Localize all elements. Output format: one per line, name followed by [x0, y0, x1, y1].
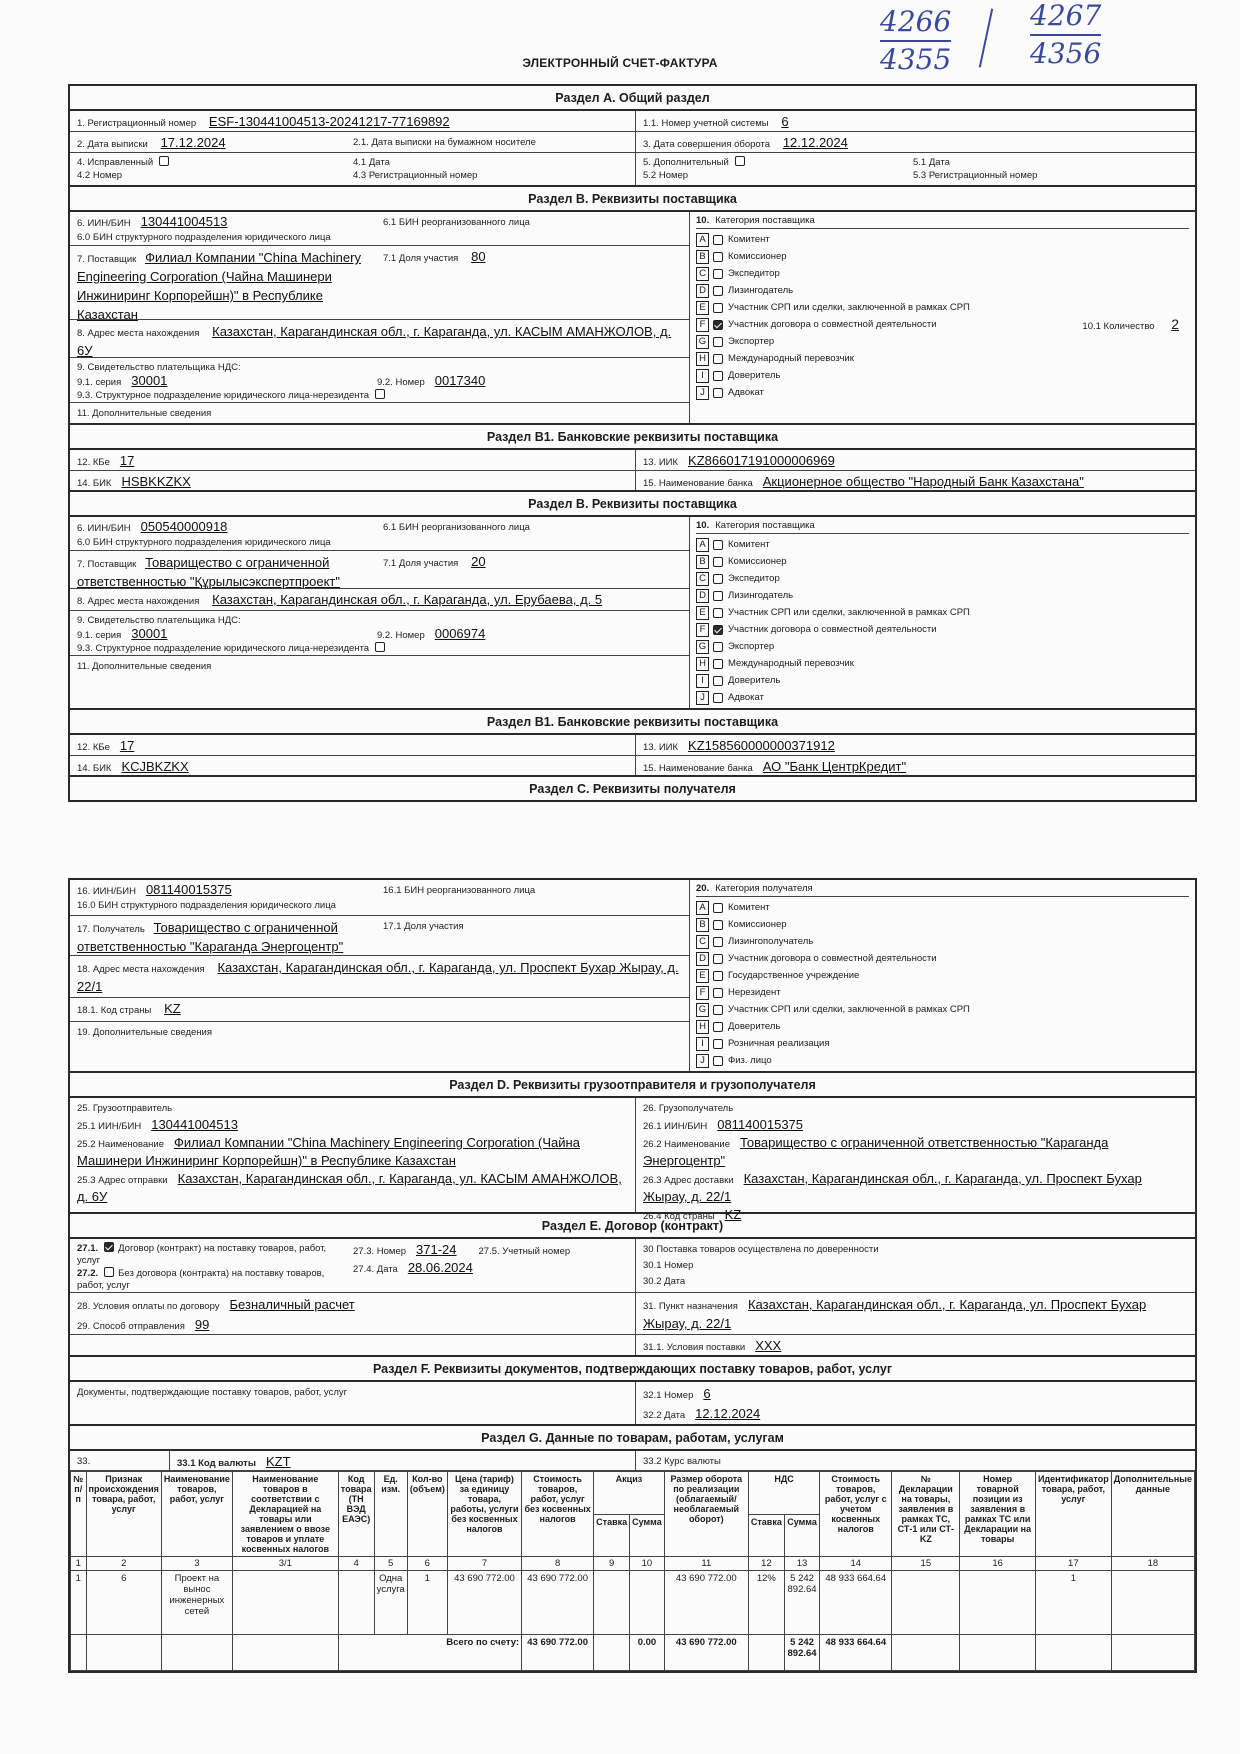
without-contract-checkbox[interactable] — [104, 1267, 114, 1277]
category-letter: I — [696, 1037, 709, 1051]
supplier-1-category-c — [696, 265, 1189, 282]
category-checkbox[interactable] — [713, 625, 723, 635]
supplier-2-vat-series: 30001 — [131, 626, 168, 641]
section-f-heading: Раздел F. Реквизиты документов, подтверждающих поставку товаров, работ, услуг — [70, 1357, 1195, 1382]
category-label: Розничная реализация — [728, 1038, 830, 1049]
section-a-row-2: 2. Дата выписки 17.12.2024 2.1. Дата выписки на бумажном носителе 3. Дата совершения оборота 12.12.2024 — [70, 132, 1195, 153]
category-label: Экспедитор — [728, 573, 780, 584]
category-letter: C — [696, 267, 709, 281]
category-letter: E — [696, 969, 709, 983]
confirm-doc-number: 6 — [703, 1386, 711, 1401]
consignee-name: Товарищество с ограниченной ответственностью "Караганда Энергоцентр" — [643, 1135, 1109, 1168]
consignee-block: 26. Грузополучатель 26.1 ИИН/БИН 081140015375 26.2 Наименование Товарищество с ограниченной ответственностью "Караганда Энергоцентр" 26.3 Адрес доставки Казахстан, Карагандинская обл., г. Караганда, ул. Проспект Бухар Жырау, д. 22/1 26.4 Код страны KZ — [643, 1103, 1142, 1222]
category-letter: I — [696, 369, 709, 383]
category-checkbox[interactable] — [713, 1005, 723, 1015]
supplier-1-iik: KZ866017191000006969 — [688, 453, 835, 468]
consignee-address: Казахстан, Карагандинская обл., г. Караганда, ул. Проспект Бухар Жырау, д. 22/1 — [643, 1171, 1142, 1204]
recipient-iin: 081140015375 — [145, 882, 232, 897]
turnover-date: 12.12.2024 — [782, 135, 848, 150]
category-letter: C — [696, 935, 709, 949]
category-checkbox[interactable] — [713, 1022, 723, 1032]
supplier-1-category-d — [696, 282, 1189, 299]
section-b1-heading-2: Раздел В1. Банковские реквизиты поставщика — [70, 710, 1195, 735]
recipient-category-i — [696, 1035, 1189, 1052]
category-checkbox[interactable] — [713, 286, 723, 296]
category-label: Доверитель — [728, 1021, 781, 1032]
goods-column-numbers: 1 2 3 3/1 4 5 6 7 8 9 10 11 12 13 14 15 16 17 18 — [71, 1557, 1195, 1571]
category-checkbox[interactable] — [713, 988, 723, 998]
category-label: Экспортер — [728, 641, 775, 652]
goods-table-header: № п/п Признак происхождения товара, работ, услуг Наименование товаров, работ, услуг Наименование товаров в соответствии с Декларацией на товары или заявлением о ввозе товаров и уплате косвенных налогов Код товара (ТН ВЭД ЕАЭС) Ед. изм. Кол-во (объем) Цена (тариф) за единицу товара, работы, услуги без косвенных налогов Стоимость товаров, работ, услуг без косвенных налогов Акциз Размер оборота по реализации (облагаемый/необлагаемый оборот) НДС Стоимость товаров, работ, услуг с учетом косвенных налогов № Декларации на товары, заявления в рамках ТС, СТ-1 или СТ-KZ Номер товарной позиции из заявления в рамках ТС или Декларации на товары Идентификатор товара, работ, услуг Дополнительные данные — [71, 1472, 1195, 1515]
section-b-heading-2: Раздел В. Реквизиты поставщика — [70, 492, 1195, 517]
category-label: Адвокат — [728, 692, 764, 703]
supplier-1-bik: HSBKKZKX — [121, 474, 191, 489]
category-checkbox[interactable] — [713, 903, 723, 913]
goods-totals-row: Всего по счету: 43 690 772.00 0.00 43 690 772.00 5 242 892.64 48 933 664.64 — [71, 1635, 1195, 1671]
category-checkbox[interactable] — [713, 354, 723, 364]
shipper-block: 25. Грузоотправитель 25.1 ИИН/БИН 130441004513 25.2 Наименование Филиал Компании "China Machinery Engineering Corporation (Чайна Машинери Инжиниринг Корпорейшн)" в Республике Казахстан 25.3 Адрес отправки Казахстан, Карагандинская обл., г. Караганда, ул. КАСЫМ АМАНЖОЛОВ, д. 6У — [70, 1098, 636, 1212]
category-label: Международный перевозчик — [728, 353, 854, 364]
section-a-row-1: 1. Регистрационный номер ESF-130441004513-20241217-77169892 1.1. Номер учетной системы 6 — [70, 111, 1195, 132]
category-label: Участник договора о совместной деятельности — [728, 624, 937, 635]
category-checkbox[interactable] — [713, 676, 723, 686]
supplier-2-kbe: 17 — [119, 738, 135, 753]
recipient-category-b — [696, 916, 1189, 933]
category-label: Комиссионер — [728, 556, 787, 567]
total-turnover: 43 690 772.00 — [664, 1635, 748, 1671]
category-letter: B — [696, 918, 709, 932]
category-letter: D — [696, 589, 709, 603]
category-letter: G — [696, 640, 709, 654]
category-letter: A — [696, 233, 709, 247]
category-label: Участник договора о совместной деятельности — [728, 319, 937, 330]
category-label: Комиссионер — [728, 251, 787, 262]
category-letter: J — [696, 1054, 709, 1068]
supplier-2-category-f — [696, 621, 1189, 638]
category-label: Нерезидент — [728, 987, 781, 998]
supplier-2-iin: 050540000918 — [140, 519, 228, 534]
category-letter: H — [696, 657, 709, 671]
category-letter: G — [696, 335, 709, 349]
category-label: Комитент — [728, 234, 770, 245]
supplier-2-iik: KZ158560000000371912 — [688, 738, 835, 753]
supplier-2-category-e — [696, 604, 1189, 621]
consignee-iin: 081140015375 — [717, 1117, 804, 1132]
supplier-2-name: Товарищество с ограниченной ответственностью "Құрылысэкспертпроект" — [77, 555, 340, 589]
supplier-2-category: 10. Категория поставщика A Комитент B Комиссионер C Экспедитор D Лизингодатель E Участник СРП или сделки, заключенной в рамках СРП F Участник договора о совместной деятельности G Экспортер H Международный перевозчик I Доверитель J Адвокат — [690, 517, 1195, 708]
recipient-category-d — [696, 950, 1189, 967]
supplier-2-category-list — [696, 536, 1189, 706]
handwritten-fraction-2: $\frac{4267}{4356}$ — [1030, 0, 1102, 70]
section-e-heading: Раздел Е. Договор (контракт) — [70, 1214, 1195, 1239]
currency-code: KZT — [265, 1454, 291, 1469]
corrected-checkbox[interactable] — [159, 156, 169, 166]
category-checkbox[interactable] — [713, 642, 723, 652]
recipient-category-a — [696, 899, 1189, 916]
category-checkbox[interactable] — [713, 252, 723, 262]
category-letter: A — [696, 538, 709, 552]
category-checkbox[interactable] — [713, 954, 723, 964]
delivery-terms: XXX — [755, 1338, 782, 1353]
supplier-2-category-c — [696, 570, 1189, 587]
supplier-1-vat-number: 0017340 — [434, 373, 486, 388]
supplier-1-category: 10. Категория поставщика A Комитент B Комиссионер C Экспедитор D Лизингодатель E Участник СРП или сделки, заключенной в рамках СРП F Участник договора о совместной деятельности G Экспортер H Международный перевозчик I Доверитель J Адвокат 10.1 Количество 2 — [690, 212, 1195, 423]
category-letter: J — [696, 691, 709, 705]
category-checkbox[interactable] — [713, 608, 723, 618]
category-label: Доверитель — [728, 675, 781, 686]
total-cost: 43 690 772.00 — [522, 1635, 594, 1671]
accounting-system-number: 6 — [781, 114, 789, 129]
payment-terms: Безналичный расчет — [229, 1297, 355, 1312]
goods-name: Проект на вынос инженерных сетей — [161, 1571, 232, 1635]
supplier-2-nonresident-checkbox[interactable] — [375, 642, 385, 652]
supplier-1-category-h — [696, 350, 1189, 367]
category-label: Экспедитор — [728, 268, 780, 279]
category-checkbox[interactable] — [713, 337, 723, 347]
grand-total: 48 933 664.64 — [820, 1635, 892, 1671]
category-letter: I — [696, 674, 709, 688]
recipient-category-g — [696, 1001, 1189, 1018]
registration-number: ESF-130441004513-20241217-77169892 — [208, 114, 450, 129]
recipient-country: KZ — [164, 1001, 181, 1016]
supplier-1-category-i — [696, 367, 1189, 384]
recipient-category: 20. Категория получателя A Комитент B Комиссионер C Лизингополучатель D Участник договора о совместной деятельности E Государственное учреждение F Нерезидент G Участник СРП или сделки, заключенной в рамках СРП H Доверитель I Розничная реализация J Физ. лицо — [690, 880, 1195, 1071]
contract-number: 371-24 — [416, 1242, 457, 1257]
category-checkbox[interactable] — [713, 269, 723, 279]
supplier-1-iin: 130441004513 — [140, 214, 228, 229]
lower-form-frame: 16. ИИН/БИН 081140015375 16.0 БИН структурного подразделения юридического лица 16.1 БИН реорганизованного лица 17. Получатель Товарищество с ограниченной ответственностью "Караганда Энергоцентр" 17.1 Доля участия 18. Адрес места нахождения Казахстан, Карагандинская обл., г. Караганда, ул. Проспект Бухар Жырау, д. 22/1 18.1. Код страны KZ 19. Дополнительные сведения 20. Категория получателя A Комитент B Комиссионер C Лизингополучатель D Участник договора о совместной деятельности E Государственное учреждение F Нерезидент G Участник СРП или сделки, заключенной в рамках СРП H Доверитель I Розничная реализация J Физ. лицо Раздел D. Реквизиты грузоотправителя и грузополучателя 25. Грузоотправитель 25.1 ИИН/БИН 130441004513 25.2 Наименование Филиал Компании "China Machinery Engineering Corporation (Чайна Машинери Инжиниринг Корпорейшн)" в Республике Казахстан 25.3 Адрес отправки Казахстан, Карагандинская обл., г. Караганда, ул. КАСЫМ АМАНЖОЛОВ, д. 6У 26. Грузополучатель 26.1 ИИН/БИН 081140015375 26.2 Наименование Товарищество с ограниченной ответственностью "Караганда Энергоцентр" 26.3 Адрес доставки Казахстан, Карагандинская обл., г. Караганда, ул. Проспект Бухар Жырау, д. 22/1 26.4 Код страны KZ Раздел Е. Договор (контракт) 27.1. Договор (контракт) на поставку товаров, работ, услуг 27.2. Без договора (контракта) на поставку товаров, работ, услуг 27.3. Номер 371-24 27.5. Учетный номер 27.4. Дата 28.06.2024 30 Поставка товаров осуществлена по доверенности 30.1 Номер 30.2 Дата 28. Условия оплаты по договору Безналичный расчет 29. Способ отправления 99 31. Пункт назначения Казахстан, Карагандинская обл., г. Караганда, ул. Проспект Бухар Жырау, д. 22/1 31.1. Условия поставки XXX Раздел F. Реквизиты документов, подтверждающих поставку товаров, работ, услуг Документы, подтверждающие поставку товаров, работ, услуг 32.1 Номер 6 32.2 Дата 12.12.2024 Раздел G. Данные по товарам, работам, услугам 33. 33.1 Код валюты KZT 33.2 Курс валюты № п/п Признак происхождения товара, работ, услуг Наименование товаров, работ, услуг Наименование товаров в соответствии с Декларацией на товары или заявлением о ввозе товаров и уплате косвенных налогов Код товара (ТН ВЭД ЕАЭС) Ед. изм. Кол-во (объем) Цена (тариф) за единицу товара, работы, услуги без косвенных налогов Стоимость товаров, работ, услуг без косвенных налогов Акциз Размер оборота по реализации (облагаемый/необлагаемый оборот) НДС Стоимость товаров, работ, услуг с учетом косвенных налогов № Декларации на товары, заявления в рамках ТС, СТ-1 или СТ-KZ Номер товарной позиции из заявления в рамках ТС или Декларации на товары Идентификатор товара, работ, услуг Дополнительные данные Ставка Сумма Ставка Сумма 1 2 3 3/1 4 5 6 7 8 9 10 11 12 13 14 15 16 17 18 1 6 Проект на вынос инженерных сетей Одна услуга 1 43 690 772.00 43 690 772.00 43 690 772.00 12% 5 242 892.64 48 933 664.64 1 Всего по счету: 43 690 772.00 0.00 43 690 772.00 5 242 892.64 48 933 664.64 — [68, 878, 1197, 1673]
category-label: Доверитель — [728, 370, 781, 381]
consignee-country: KZ — [724, 1207, 742, 1222]
category-letter: E — [696, 606, 709, 620]
supplier-1-block: 6. ИИН/БИН 130441004513 6.0 БИН структурного подразделения юридического лица 6.1 БИН реорганизованного лица 7. Поставщик Филиал Компании "China Machinery Engineering Corporation (Чайна Машинери Инжиниринг Корпорейшн)" в Республике Казахстан 7.1 Доля участия 80 8. Адрес места нахождения Казахстан, Карагандинская обл., г. Караганда, ул. КАСЫМ АМАНЖОЛОВ, д. 6У 9. Свидетельство плательщика НДС: 9.1. серия 30001 9.2. Номер 0017340 9.3. Структурное подразделение юридического лица-нерезидента 11. Дополнительные сведения 10. Категория поставщика A Комитент B Комиссионер C Экспедитор D Лизингодатель E Участник СРП или сделки, заключенной в рамках СРП F Участник договора о совместной деятельности G Экспортер H Международный перевозчик I Доверитель J Адвокат 10.1 Количество 2 — [70, 212, 1195, 425]
recipient-name: Товарищество с ограниченной ответственностью "Караганда Энергоцентр" — [77, 920, 344, 954]
destination: Казахстан, Карагандинская обл., г. Караганда, ул. Проспект Бухар Жырау, д. 22/1 — [643, 1297, 1147, 1331]
category-checkbox[interactable] — [713, 659, 723, 669]
category-checkbox[interactable] — [713, 693, 723, 703]
category-checkbox[interactable] — [713, 971, 723, 981]
supplier-2-category-b — [696, 553, 1189, 570]
shipper-name: Филиал Компании "China Machinery Engineering Corporation (Чайна Машинери Инжиниринг Корпорейшн)" в Республике Казахстан — [77, 1135, 580, 1168]
category-label: Лизингополучатель — [728, 936, 814, 947]
category-label: Адвокат — [728, 387, 764, 398]
contract-date: 28.06.2024 — [407, 1260, 473, 1275]
supplier-1-vat-series: 30001 — [131, 373, 168, 388]
category-label: Физ. лицо — [728, 1055, 772, 1066]
section-b-heading-1: Раздел В. Реквизиты поставщика — [70, 187, 1195, 212]
total-vat: 5 242 892.64 — [784, 1635, 819, 1671]
goods-table: № п/п Признак происхождения товара, работ, услуг Наименование товаров, работ, услуг Наименование товаров в соответствии с Декларацией на товары или заявлением о ввозе товаров и уплате косвенных налогов Код товара (ТН ВЭД ЕАЭС) Ед. изм. Кол-во (объем) Цена (тариф) за единицу товара, работы, услуги без косвенных налогов Стоимость товаров, работ, услуг без косвенных налогов Акциз Размер оборота по реализации (облагаемый/необлагаемый оборот) НДС Стоимость товаров, работ, услуг с учетом косвенных налогов № Декларации на товары, заявления в рамках ТС, СТ-1 или СТ-KZ Номер товарной позиции из заявления в рамках ТС или Декларации на товары Идентификатор товара, работ, услуг Дополнительные данные Ставка Сумма Ставка Сумма 1 2 3 3/1 4 5 6 7 8 9 10 11 12 13 14 15 16 17 18 1 6 Проект на вынос инженерных сетей Одна услуга 1 43 690 772.00 43 690 772.00 43 690 772.00 12% 5 242 892.64 48 933 664.64 1 Всего по счету: 43 690 772.00 0.00 43 690 772.00 5 242 892.64 48 933 664.64 — [70, 1471, 1195, 1671]
category-letter: B — [696, 250, 709, 264]
category-letter: B — [696, 555, 709, 569]
category-checkbox[interactable] — [713, 557, 723, 567]
supplier-1-nonresident-checkbox[interactable] — [375, 389, 385, 399]
category-checkbox[interactable] — [713, 540, 723, 550]
recipient-block: 16. ИИН/БИН 081140015375 16.0 БИН структурного подразделения юридического лица 16.1 БИН реорганизованного лица 17. Получатель Товарищество с ограниченной ответственностью "Караганда Энергоцентр" 17.1 Доля участия 18. Адрес места нахождения Казахстан, Карагандинская обл., г. Караганда, ул. Проспект Бухар Жырау, д. 22/1 18.1. Код страны KZ 19. Дополнительные сведения 20. Категория получателя A Комитент B Комиссионер C Лизингополучатель D Участник договора о совместной деятельности E Государственное учреждение F Нерезидент G Участник СРП или сделки, заключенной в рамках СРП H Доверитель I Розничная реализация J Физ. лицо — [70, 880, 1195, 1073]
supplier-1-name: Филиал Компании "China Machinery Engineering Corporation (Чайна Машинери Инжиниринг Корпорейшн)" в Республике Казахстан — [77, 250, 361, 322]
category-letter: E — [696, 301, 709, 315]
category-letter: J — [696, 386, 709, 400]
supplier-2-bik: KCJBKZKX — [121, 759, 189, 774]
supplier-2-category-h — [696, 655, 1189, 672]
category-label: Комиссионер — [728, 919, 787, 930]
category-letter: F — [696, 986, 709, 1000]
supplier-quantity: 2 — [1171, 316, 1179, 332]
contract-type: 27.1. Договор (контракт) на поставку товаров, работ, услуг 27.2. Без договора (контракта) на поставку товаров, работ, услуг — [77, 1243, 327, 1291]
supplier-1-category-j — [696, 384, 1189, 401]
goods-table-row: 1 6 Проект на вынос инженерных сетей Одна услуга 1 43 690 772.00 43 690 772.00 43 690 772.00 12% 5 242 892.64 48 933 664.64 1 — [71, 1571, 1195, 1635]
with-contract-checkbox[interactable] — [104, 1242, 114, 1252]
category-checkbox[interactable] — [713, 591, 723, 601]
dispatch-method: 99 — [194, 1317, 210, 1332]
category-letter: F — [696, 318, 709, 332]
shipper-address: Казахстан, Карагандинская обл., г. Караганда, ул. КАСЫМ АМАНЖОЛОВ, д. 6У — [77, 1171, 622, 1204]
category-letter: D — [696, 952, 709, 966]
document-title: ЭЛЕКТРОННЫЙ СЧЕТ-ФАКТУРА — [522, 56, 718, 70]
category-checkbox[interactable] — [713, 371, 723, 381]
category-letter: G — [696, 1003, 709, 1017]
category-letter: F — [696, 623, 709, 637]
upper-form-frame: Раздел А. Общий раздел 1. Регистрационный номер ESF-130441004513-20241217-77169892 1.1. Номер учетной системы 6 2. Дата выписки 17.12.2024 2.1. Дата выписки на бумажном носителе 3. Дата совершения оборота 12.12.2024 4. Исправленный 4.2 Номер 4.1 Дата 4.3 Регистрационный номер 5. Дополнительный 5.2 Номер 5.1 Дата 5.3 Регистрационный номер Раздел В. Реквизиты поставщика 6. ИИН/БИН 130441004513 6.0 БИН структурного подразделения юридического лица 6.1 БИН реорганизованного лица 7. Поставщик Филиал Компании "China Machinery Engineering Corporation (Чайна Машинери Инжиниринг Корпорейшн)" в Республике Казахстан 7.1 Доля участия 80 8. Адрес места нахождения Казахстан, Карагандинская обл., г. Караганда, ул. КАСЫМ АМАНЖОЛОВ, д. 6У 9. Свидетельство плательщика НДС: 9.1. серия 30001 9.2. Номер 0017340 9.3. Структурное подразделение юридического лица-нерезидента 11. Дополнительные сведения 10. Категория поставщика A Комитент B Комиссионер C Экспедитор D Лизингодатель E Участник СРП или сделки, заключенной в рамках СРП F Участник договора о совместной деятельности G Экспортер H Международный перевозчик I Доверитель J Адвокат 10.1 Количество 2 Раздел В1. Банковские реквизиты поставщика 12. КБе 17 13. ИИК KZ866017191000006969 14. БИК HSBKKZKX 15. Наименование банка Акционерное общество "Народный Банк Казахстана" Раздел В. Реквизиты поставщика 6. ИИН/БИН 050540000918 6.0 БИН структурного подразделения юридического лица 6.1 БИН реорганизованного лица 7. Поставщик Товарищество с ограниченной ответственностью "Құрылысэкспертпроект" 7.1 Доля участия 20 8. Адрес места нахождения Казахстан, Карагандинская обл., г. Караганда, ул. Ерубаева, д. 5 9. Свидетельство плательщика НДС: 9.1. серия 30001 9.2. Номер 0006974 9.3. Структурное подразделение юридического лица-нерезидента 11. Дополнительные сведения 10. Категория поставщика A Комитент B Комиссионер C Экспедитор D Лизингодатель E Участник СРП или сделки, заключенной в рамках СРП F Участник договора о совместной деятельности G Экспортер H Международный перевозчик I Доверитель J Адвокат Раздел В1. Банковские реквизиты поставщика 12. КБе 17 13. ИИК KZ158560000000371912 14. БИК KCJBKZKX 15. Наименование банка АО "Банк ЦентрКредит" Раздел С. Реквизиты получателя — [68, 84, 1197, 802]
category-checkbox[interactable] — [713, 320, 723, 330]
category-checkbox[interactable] — [713, 303, 723, 313]
category-checkbox[interactable] — [713, 1056, 723, 1066]
category-checkbox[interactable] — [713, 388, 723, 398]
issue-date: 17.12.2024 — [160, 135, 226, 150]
recipient-category-list — [696, 899, 1189, 1069]
category-label: Лизингодатель — [728, 285, 794, 296]
supplier-1-category-e — [696, 299, 1189, 316]
category-label: Государственное учреждение — [728, 970, 860, 981]
total-excise: 0.00 — [630, 1635, 665, 1671]
supplier-1-category-a — [696, 231, 1189, 248]
section-a-heading: Раздел А. Общий раздел — [70, 86, 1195, 111]
category-label: Участник СРП или сделки, заключенной в рамках СРП — [728, 607, 970, 618]
recipient-category-c — [696, 933, 1189, 950]
section-c-heading: Раздел С. Реквизиты получателя — [529, 782, 736, 796]
recipient-category-e — [696, 967, 1189, 984]
category-checkbox[interactable] — [713, 1039, 723, 1049]
supplier-2-category-j — [696, 689, 1189, 706]
supplier-2-category-a — [696, 536, 1189, 553]
category-label: Участник договора о совместной деятельности — [728, 953, 937, 964]
recipient-category-f — [696, 984, 1189, 1001]
category-label: Участник СРП или сделки, заключенной в рамках СРП — [728, 302, 970, 313]
category-label: Участник СРП или сделки, заключенной в рамках СРП — [728, 1004, 970, 1015]
category-label: Комитент — [728, 539, 770, 550]
section-g-heading: Раздел G. Данные по товарам, работам, услугам — [70, 1426, 1195, 1451]
confirm-doc-date: 12.12.2024 — [695, 1406, 761, 1421]
section-d-heading: Раздел D. Реквизиты грузоотправителя и грузополучателя — [70, 1073, 1195, 1098]
supplier-1-kbe: 17 — [119, 453, 135, 468]
category-letter: H — [696, 352, 709, 366]
additional-checkbox[interactable] — [735, 156, 745, 166]
section-a-row-3: 4. Исправленный 4.2 Номер 4.1 Дата 4.3 Регистрационный номер 5. Дополнительный 5.2 Номер 5.1 Дата 5.3 Регистрационный номер — [70, 153, 1195, 187]
recipient-category-j — [696, 1052, 1189, 1069]
recipient-address: Казахстан, Карагандинская обл., г. Караганда, ул. Проспект Бухар Жырау, д. 22/1 — [77, 960, 679, 994]
section-b1-heading-1: Раздел В1. Банковские реквизиты поставщика — [70, 425, 1195, 450]
supplier-1-address: Казахстан, Карагандинская обл., г. Караганда, ул. КАСЫМ АМАНЖОЛОВ, д. 6У — [77, 324, 672, 358]
category-checkbox[interactable] — [713, 937, 723, 947]
category-label: Международный перевозчик — [728, 658, 854, 669]
supplier-2-category-g — [696, 638, 1189, 655]
supplier-2-block: 6. ИИН/БИН 050540000918 6.0 БИН структурного подразделения юридического лица 6.1 БИН реорганизованного лица 7. Поставщик Товарищество с ограниченной ответственностью "Құрылысэкспертпроект" 7.1 Доля участия 20 8. Адрес места нахождения Казахстан, Карагандинская обл., г. Караганда, ул. Ерубаева, д. 5 9. Свидетельство плательщика НДС: 9.1. серия 30001 9.2. Номер 0006974 9.3. Структурное подразделение юридического лица-нерезидента 11. Дополнительные сведения 10. Категория поставщика A Комитент B Комиссионер C Экспедитор D Лизингодатель E Участник СРП или сделки, заключенной в рамках СРП F Участник договора о совместной деятельности G Экспортер H Международный перевозчик I Доверитель J Адвокат — [70, 517, 1195, 710]
shipper-iin: 130441004513 — [151, 1117, 238, 1132]
supplier-2-vat-number: 0006974 — [434, 626, 486, 641]
category-checkbox[interactable] — [713, 574, 723, 584]
supplier-2-address: Казахстан, Карагандинская обл., г. Караганда, ул. Ерубаева, д. 5 — [212, 592, 603, 607]
category-checkbox[interactable] — [713, 235, 723, 245]
recipient-category-h — [696, 1018, 1189, 1035]
supplier-2-category-i — [696, 672, 1189, 689]
category-label: Комитент — [728, 902, 770, 913]
supplier-1-category-g — [696, 333, 1189, 350]
supplier-1-category-b — [696, 248, 1189, 265]
supplier-1-share: 80 — [471, 249, 486, 264]
category-letter: C — [696, 572, 709, 586]
category-letter: A — [696, 901, 709, 915]
supplier-2-bank-name: АО "Банк ЦентрКредит" — [762, 759, 907, 774]
supplier-2-category-d — [696, 587, 1189, 604]
handwritten-fraction-1: $\frac{4266}{4355}$ — [880, 5, 952, 76]
category-label: Лизингодатель — [728, 590, 794, 601]
category-checkbox[interactable] — [713, 920, 723, 930]
category-letter: H — [696, 1020, 709, 1034]
supplier-1-bank-name: Акционерное общество "Народный Банк Казахстана" — [762, 474, 1084, 489]
category-label: Экспортер — [728, 336, 775, 347]
supplier-2-share: 20 — [471, 554, 486, 569]
category-letter: D — [696, 284, 709, 298]
